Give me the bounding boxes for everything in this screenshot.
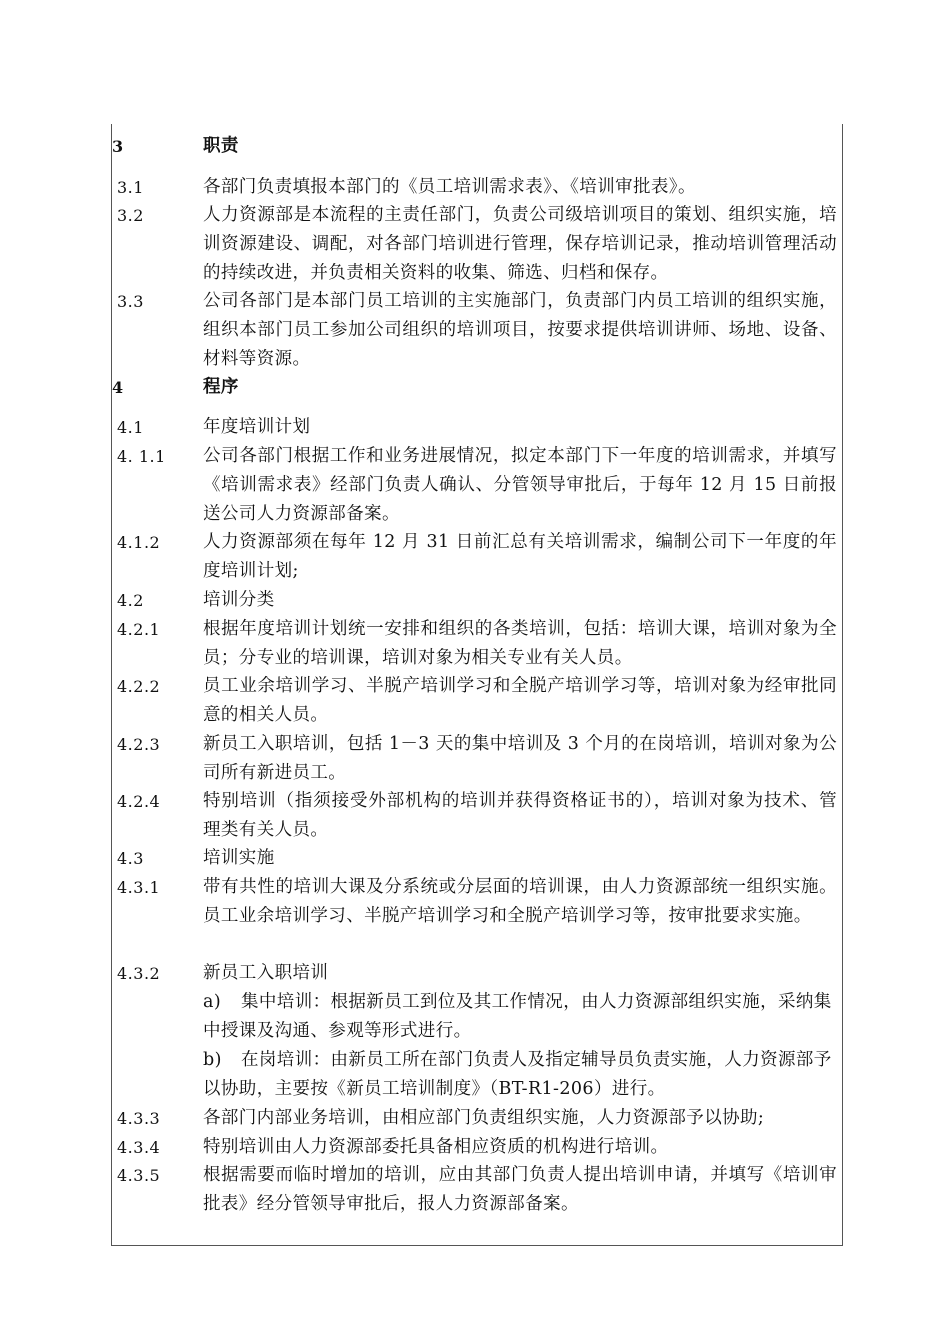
clause-text: 员工业余培训学习、半脱产培训学习和全脱产培训学习等，培训对象为经审批同意的相关人员。 bbox=[203, 676, 837, 725]
clause-number: 3.2 bbox=[117, 206, 144, 225]
clause-number: 4.3.1 bbox=[117, 878, 161, 897]
clause-number: 4. 1.1 bbox=[117, 447, 166, 466]
clause-4-3-2-b bbox=[203, 1046, 837, 1104]
clause-text: 年度培训计划 bbox=[203, 417, 311, 437]
clause-number: 4.2 bbox=[117, 591, 144, 610]
clause-text: 新员工入职培训，包括 1－3 天的集中培训及 3 个月的在岗培训，培训对象为公司所有新进员工。 bbox=[203, 734, 837, 783]
clause-number: 4.2.2 bbox=[117, 677, 161, 696]
clause-number: 3.3 bbox=[117, 292, 144, 311]
clause-text: 带有共性的培训大课及分系统或分层面的培训课，由人力资源部统一组织实施。员工业余培训学习、半脱产培训学习和全脱产培训学习等，按审批要求实施。 bbox=[203, 877, 837, 926]
clause-number: 4.2.3 bbox=[117, 735, 161, 754]
clause-number: 4.3.2 bbox=[117, 964, 161, 983]
section-title: 职责 bbox=[203, 136, 239, 156]
clause-text: 根据需要而临时增加的培训，应由其部门负责人提出培训申请，并填写《培训审批表》经分管领导审批后，报人力资源部备案。 bbox=[203, 1165, 837, 1214]
list-marker: a) bbox=[203, 992, 222, 1012]
clause-text: 人力资源部须在每年 12 月 31 日前汇总有关培训需求，编制公司下一年度的年度培训计划; bbox=[203, 532, 837, 581]
clause-text: 特别培训（指须接受外部机构的培训并获得资格证书的），培训对象为技术、管理类有关人员。 bbox=[203, 791, 837, 840]
clause-number: 4.3.5 bbox=[117, 1166, 161, 1185]
list-item-text: 集中培训：根据新员工到位及其工作情况，由人力资源部组织实施，采纳集中授课及沟通、参观等形式进行。 bbox=[203, 992, 832, 1041]
section-number: 3 bbox=[112, 137, 124, 156]
clause-4-3-2-a bbox=[203, 988, 837, 1046]
clause-text: 公司各部门是本部门员工培训的主实施部门，负责部门内员工培训的组织实施，组织本部门员工参加公司组织的培训项目，按要求提供培训讲师、场地、设备、材料等资源。 bbox=[203, 291, 837, 369]
clause-text: 培训实施 bbox=[203, 848, 275, 868]
clause-text: 各部门负责填报本部门的《员工培训需求表》、《培训审批表》。 bbox=[203, 177, 696, 197]
clause-number: 4.3.3 bbox=[117, 1109, 161, 1128]
clause-number: 4.3 bbox=[117, 849, 144, 868]
clause-text: 特别培训由人力资源部委托具备相应资质的机构进行培训。 bbox=[203, 1137, 669, 1157]
clause-text: 公司各部门根据工作和业务进展情况，拟定本部门下一年度的培训需求，并填写《培训需求表》经部门负责人确认、分管领导审批后，于每年 12 月 15 日前报送公司人力资源部备案。 bbox=[203, 446, 837, 524]
clause-number: 3.1 bbox=[117, 178, 144, 197]
section-title: 程序 bbox=[203, 377, 239, 397]
clause-number: 4.1.2 bbox=[117, 533, 161, 552]
clause-number: 4.2.4 bbox=[117, 792, 161, 811]
clause-text: 根据年度培训计划统一安排和组织的各类培训，包括：培训大课，培训对象为全员；分专业的培训课，培训对象为相关专业有关人员。 bbox=[203, 619, 837, 668]
list-marker: b) bbox=[203, 1050, 222, 1070]
list-item-text: 在岗培训：由新员工所在部门负责人及指定辅导员负责实施，人力资源部予以协助，主要按《新员工培训制度》（BT-R1-206）进行。 bbox=[203, 1050, 832, 1099]
clause-text: 培训分类 bbox=[203, 590, 275, 610]
clause-text: 新员工入职培训 bbox=[203, 963, 329, 983]
clause-number: 4.1 bbox=[117, 418, 144, 437]
clause-number: 4.2.1 bbox=[117, 620, 161, 639]
clause-text: 人力资源部是本流程的主责任部门，负责公司级培训项目的策划、组织实施，培训资源建设、调配，对各部门培训进行管理，保存培训记录，推动培训管理活动的持续改进，并负责相关资料的收集、筛选、归档和保存。 bbox=[203, 205, 837, 283]
section-number: 4 bbox=[112, 378, 124, 397]
clause-text: 各部门内部业务培训，由相应部门负责组织实施，人力资源部予以协助; bbox=[203, 1108, 765, 1128]
clause-number: 4.3.4 bbox=[117, 1138, 161, 1157]
